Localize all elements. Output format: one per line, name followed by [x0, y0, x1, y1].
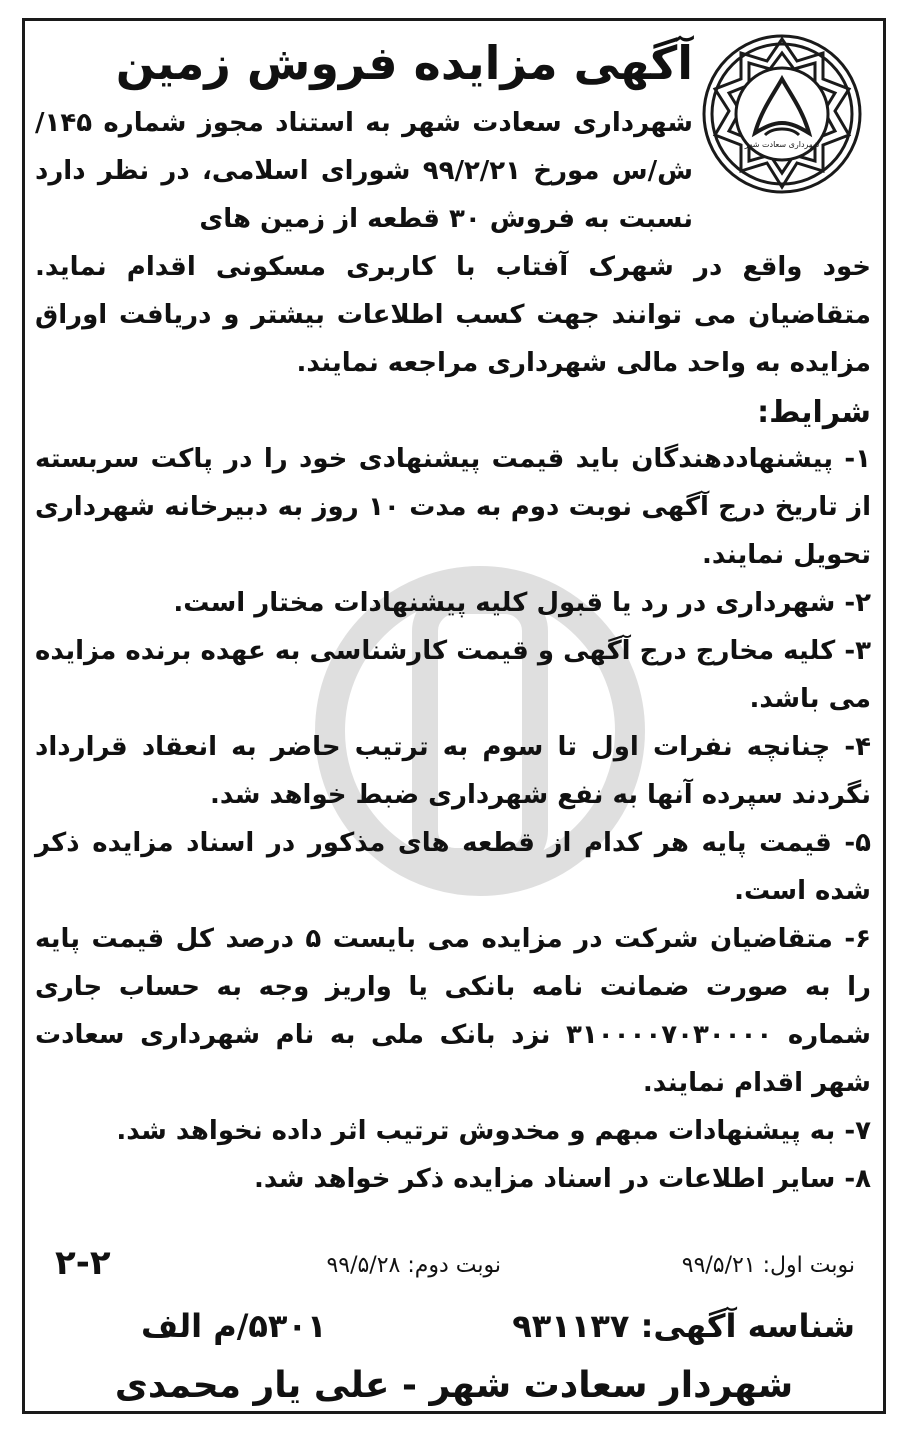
intro-paragraph-continued: خود واقع در شهرک آفتاب با کاربری مسکونی اقدام نماید. متقاضیان می توانند جهت کسب اطلاعات بیشتر و دریافت اوراق مزایده به واحد مالی شهرداری مراجعه نمایند.: [35, 252, 871, 378]
conditions-list: [35, 435, 871, 1203]
conditions-heading: شرایط:: [757, 395, 871, 430]
condition-item: ۴- چنانچه نفرات اول تا سوم به ترتیب حاضر به انعقاد قرارداد نگردند سپرده آنها به نفع شهرداری ضبط خواهد شد.: [35, 732, 871, 810]
page-code: ۲-۲: [55, 1243, 111, 1283]
mayor-signature: شهردار سعادت شهر - علی یار محمدی: [114, 1365, 794, 1406]
first-publication-date: نوبت اول: ۹۹/۵/۲۱: [681, 1253, 855, 1278]
notice-title: آگهی مزایده فروش زمین: [115, 36, 693, 90]
condition-item: ۳- کلیه مخارج درج آگهی و قیمت کارشناسی به عهده برنده مزایده می باشد.: [35, 636, 871, 714]
condition-item: ۸- سایر اطلاعات در اسناد مزایده ذکر خواهد شد.: [253, 1164, 871, 1194]
ad-identifier: شناسه آگهی: ۹۳۱۱۳۷: [512, 1307, 855, 1345]
second-publication-date: نوبت دوم: ۹۹/۵/۲۸: [326, 1253, 501, 1278]
condition-item: ۱- پیشنهاددهندگان باید قیمت پیشنهادی خود را در پاکت سربسته از تاریخ درج آگهی نوبت دوم به مدت ۱۰ روز به دبیرخانه شهرداری تحویل نمایند.: [35, 444, 871, 570]
notice-frame: [22, 18, 886, 1414]
condition-item: ۲- شهرداری در رد یا قبول کلیه پیشنهادات مختار است.: [173, 588, 871, 618]
intro-paragraph: شهرداری سعادت شهر به استناد مجوز شماره ۱۴۵/ش/س مورخ ۹۹/۲/۲۱ شورای اسلامی، در نظر دارد نسبت به فروش ۳۰ قطعه از زمین های: [35, 108, 693, 234]
municipality-emblem-icon: [699, 31, 865, 197]
condition-item: ۵- قیمت پایه هر کدام از قطعه های مذکور در اسناد مزایده ذکر شده است.: [35, 828, 871, 906]
condition-item: ۷- به پیشنهادات مبهم و مخدوش ترتیب اثر داده نخواهد شد.: [116, 1116, 871, 1146]
logo-caption: شهرداری سعادت شهر: [744, 140, 820, 149]
ad-reference-number: ۵۳۰۱/م الف: [141, 1307, 327, 1345]
condition-item: ۶- متقاضیان شرکت در مزایده می بایست ۵ درصد کل قیمت پایه را به صورت ضمانت نامه بانکی یا واریز وجه به حساب جاری شماره ۳۱۰۰۰۰۷۰۳۰۰۰۰ نزد بانک ملی به نام شهرداری سعادت شهر اقدام نمایند.: [35, 924, 871, 1098]
municipality-logo: [699, 31, 865, 197]
